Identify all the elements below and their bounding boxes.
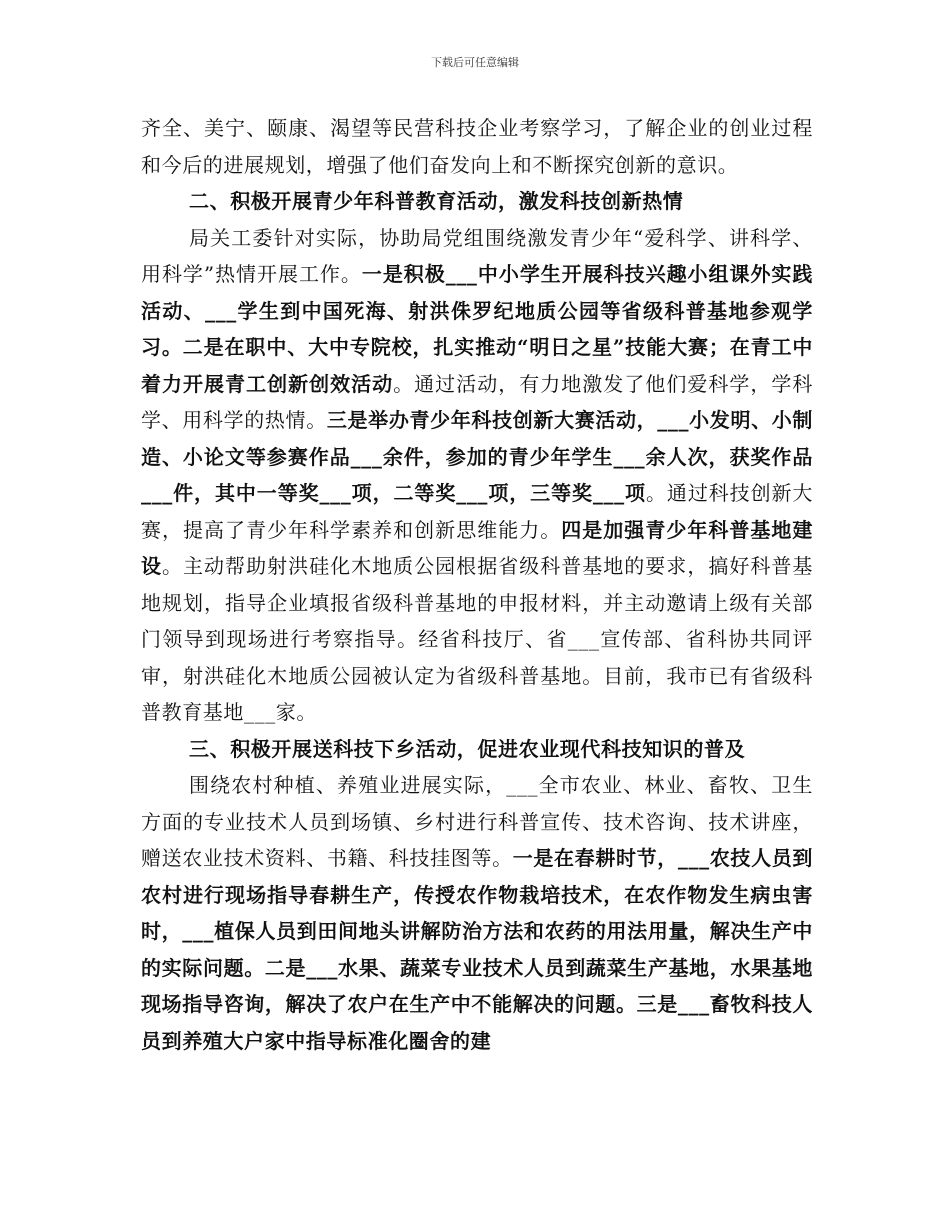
section-heading-2: 二、积极开展青少年科普教育活动，激发科技创新热情 <box>189 189 684 213</box>
text-run: 围绕农村种植、养殖业进展实际，___全市农业、林业、畜牧、卫生方面的专业技术人员到场镇、乡村进行科普宣传、技术咨询、技术讲座，赠送农业技术资料、书籍、科技挂图等。 <box>141 773 813 870</box>
bold-run: 四是加强青少年科普基地建设 <box>141 517 814 578</box>
paragraph-rural-science <box>141 767 813 1059</box>
bold-run: 三是举办青少年科技创新大赛活动，___小发明、小制造、小论文等参赛作品___余件，参加的青少年学生___余人次，获奖作品___件，其中一等奖___项，二等奖___项，三等奖___项 <box>141 408 814 505</box>
text-run: 。主动帮助射洪硅化木地质公园根据省级科普基地的要求，搞好科普基地规划，指导企业填报省级科普基地的申报材料，并主动邀请上级有关部门领导到现场进行考察指导。经省科技厅、省___宣传部、省科协共同评审，射洪硅化木地质公园被认定为省级科普基地。目前，我市已有省级科普教育基地___家。 <box>141 554 813 724</box>
bold-run: 一是在春耕时节，___农技人员到农村进行现场指导春耕生产，传授农作物栽培技术，在农作物发生病虫害时，___植保人员到田间地头讲解防治方法和农药的用法用量，解决生产中的实际问题。二是___水果、蔬菜专业技术人员到蔬菜生产基地，水果基地现场指导咨询，解决了农户在生产中不能解决的问题。三是___畜牧科技人员到养殖大户家中指导标准化圈舍的建 <box>141 846 813 1053</box>
bold-run: 一是积极___中小学生开展科技兴趣小组课外实践活动、___学生到中国死海、射洪侏罗纪地质公园等省级科普基地参观学习。二是在职中、大中专院校，扎实推动“明日之星”技能大赛；在青工中着力开展青工创新创效活动 <box>141 262 813 396</box>
document-body <box>141 110 813 1059</box>
paragraph-continued: 齐全、美宁、颐康、渴望等民营科技企业考察学习，了解企业的创业过程和今后的进展规划，增强了他们奋发向上和不断探究创新的意识。 <box>141 116 813 177</box>
paragraph-youth-science <box>141 220 813 731</box>
text-run: 。通过活动，有力地激发了他们爱科学，学科学、用科学的热情。 <box>141 371 813 432</box>
text-run: 局关工委针对实际，协助局党组围绕激发青少年“爱科学、讲科学、用科学”热情开展工作。 <box>141 225 813 286</box>
page-header: 下载后可任意编辑 <box>431 56 519 69</box>
section-heading-3: 三、积极开展送科技下乡活动，促进农业现代科技知识的普及 <box>189 736 746 761</box>
text-run: 。通过科技创新大赛，提高了青少年科学素养和创新思维能力。 <box>141 481 814 542</box>
